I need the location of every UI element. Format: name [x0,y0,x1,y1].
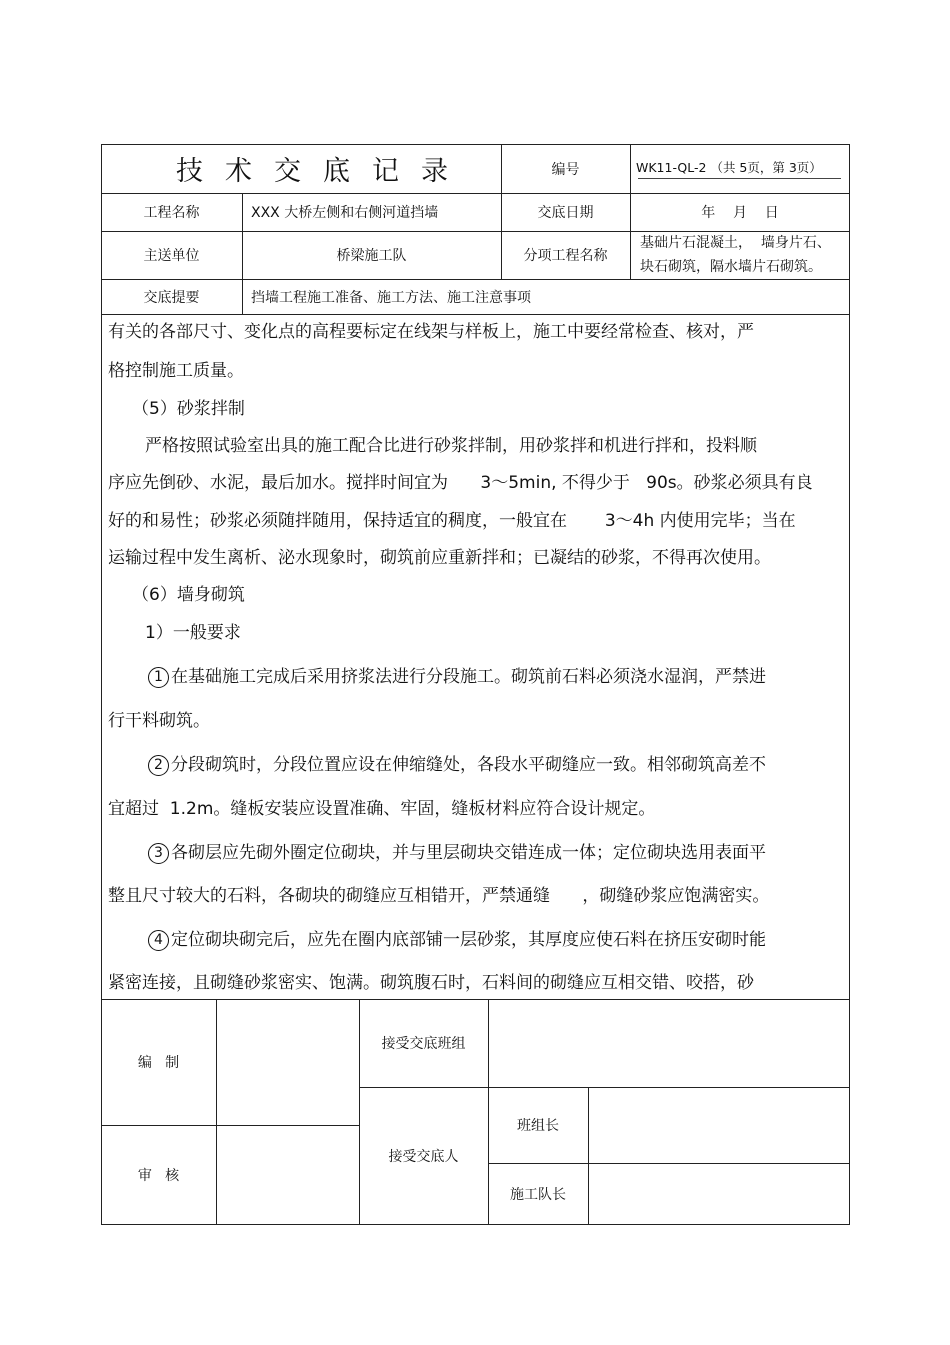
col-divider [588,1087,589,1225]
captain-label: 施工队长 [510,1187,566,1203]
body-line: 整且尺寸较大的石料，各砌块的砌缝应互相错开，严禁通缝 ，砌缝砂浆应饱满密实。 [108,886,770,906]
list-item [148,843,884,864]
subitem-label: 分项工程名称 [523,248,608,264]
list-item-text: 分段砌筑时，分段位置应设在伸缩缝处，各段水平砌缝应一致。相邻砌筑高差不 [171,755,766,775]
team-leader-label: 班组长 [517,1118,559,1134]
summary-label: 交底提要 [143,289,200,306]
circled-number: 2 [148,755,169,776]
list-item [148,930,884,951]
body-line: 序应先倒砂、水泥，最后加水。搅拌时间宜为 3～5min, 不得少于 90s。砂浆必须具有良 [108,473,813,493]
subitem-value [640,231,848,279]
number-value: WK11-QL-2 （共 5页，第 3页） [636,159,822,175]
prepared-by-label: 编 制 [137,1055,180,1071]
circled-number: 3 [148,843,169,864]
body-line: 运输过程中发生离析、泌水现象时，砌筑前应重新拌和；已凝结的砂浆，不得再次使用。 [108,548,771,568]
circled-number: 4 [148,930,169,951]
date-label: 交底日期 [537,205,594,221]
section-heading: （5）砂浆拌制 [132,399,245,419]
receiver-label: 接受交底人 [388,1149,459,1165]
section-heading: （6）墙身砌筑 [132,585,245,605]
receiving-team-label: 接受交底班组 [381,1036,466,1052]
body-line: 宜超过 1.2m。缝板安装应设置准确、牢固，缝板材料应符合设计规定。 [108,799,656,819]
col-divider [216,999,217,1225]
unit-label: 主送单位 [143,248,200,264]
summary-value: 挡墙工程施工准备、施工方法、施工注意事项 [251,289,531,306]
circled-number: 1 [148,667,169,688]
list-item-text: 在基础施工完成后采用挤浆法进行分段施工。砌筑前石料必须浇水湿润，严禁进 [171,667,766,687]
project-name-value: XXX 大桥左侧和右侧河道挡墙 [251,205,439,221]
subsection-heading: 1）一般要求 [145,623,241,643]
document-title: 技术交底记录 [176,156,470,187]
date-value: 年 月 日 [701,205,779,221]
body-line: 格控制施工质量。 [108,361,244,381]
project-name-label: 工程名称 [143,205,200,221]
body-line: 有关的各部尺寸、变化点的高程要标定在线架与样板上，施工中要经常检查、核对，严 [108,322,754,342]
list-item [148,667,884,688]
body-line: 严格按照试验室出具的施工配合比进行砂浆拌制，用砂浆拌和机进行拌和，投料顺 [145,436,757,456]
list-item [148,755,884,776]
number-label: 编号 [551,161,580,178]
body-line: 好的和易性；砂浆必须随拌随用，保持适宜的稠度，一般宜在 3～4h 内使用完毕；当在 [108,511,796,531]
subitem-value-line: 基础片石混凝土， 墙身片石、 [640,235,831,251]
body-line: 紧密连接，且砌缝砂浆密实、饱满。砌筑腹石时，石料间的砌缝应互相交错、咬搭，砂 [108,973,754,993]
reviewed-by-label: 审 核 [137,1168,180,1184]
unit-value: 桥梁施工队 [336,248,407,264]
list-item-text: 各砌层应先砌外圈定位砌块，并与里层砌块交错连成一体；定位砌块选用表面平 [171,843,766,863]
row-divider [101,314,850,315]
body-line: 行干料砌筑。 [108,711,210,731]
list-item-text: 定位砌块砌完后，应先在圈内底部铺一层砂浆，其厚度应使石料在挤压安砌时能 [171,930,766,950]
subitem-value-line: 块石砌筑，隔水墙片石砌筑。 [640,259,822,275]
number-underline [638,178,841,179]
